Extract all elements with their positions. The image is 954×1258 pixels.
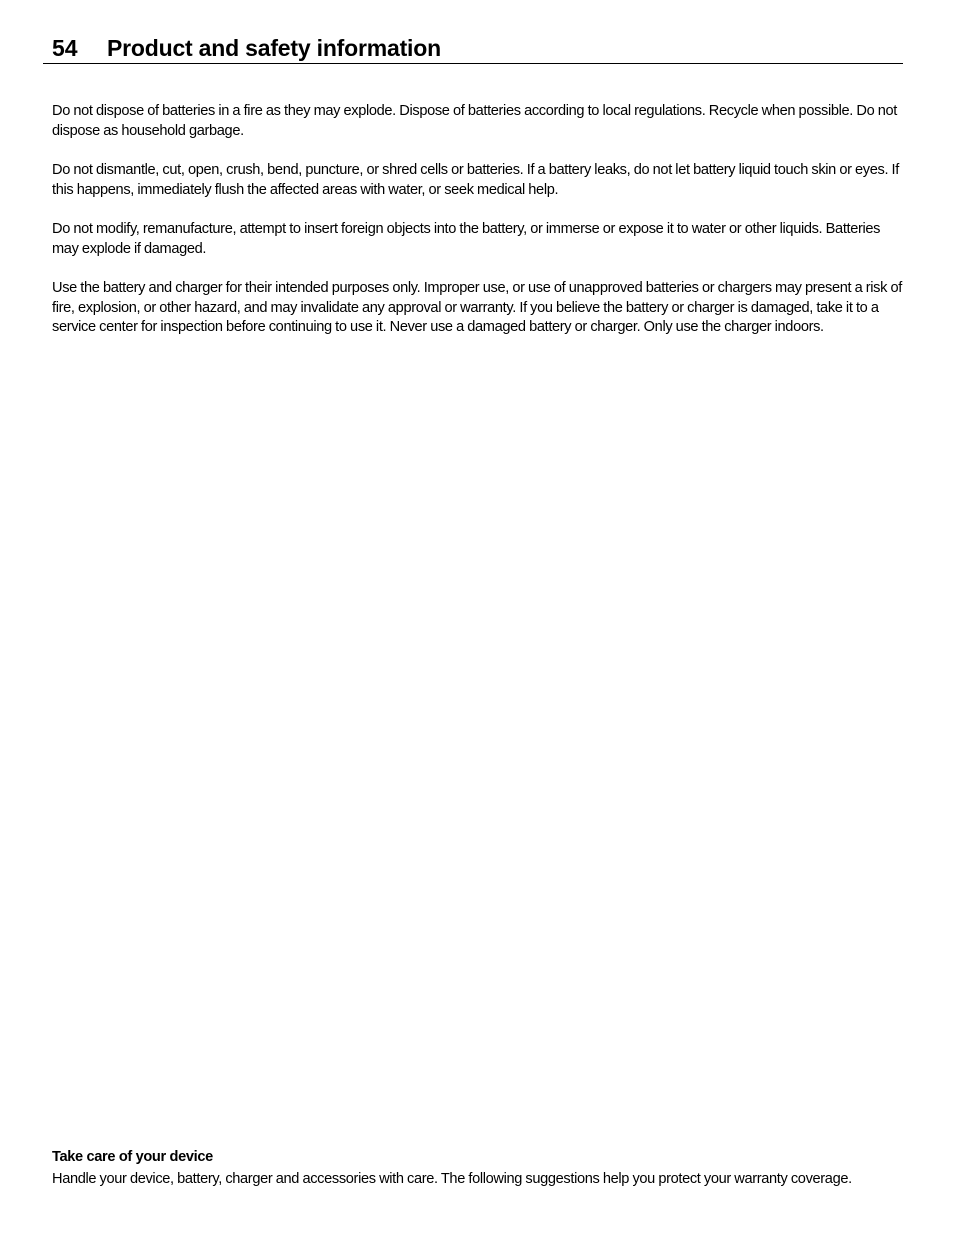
paragraph-intended-use: Use the battery and charger for their intended purposes only. Improper use, or use of unapproved batteries or chargers may present a risk of fire, explosion, or other hazard, and may invalidate any approval or warranty. If you believe the battery or charger is damaged, take it to a service center for inspection before continuing to use it. Never use a damaged battery or charger. Only use the charger indoors.	[52, 280, 902, 336]
page-title: Product and safety information	[107, 35, 441, 61]
paragraph-disposal: Do not dispose of batteries in a fire as they may explode. Dispose of batteries according to local regulations. Recycle when possible. Do not dispose as household garbage.	[52, 103, 898, 139]
battery-safety-content	[52, 102, 902, 358]
paragraph-modify: Do not modify, remanufacture, attempt to insert foreign objects into the battery, or immerse or expose it to water or other liquids. Batteries may explode if damaged.	[52, 221, 881, 257]
paragraph-dismantle: Do not dismantle, cut, open, crush, bend, puncture, or shred cells or batteries. If a battery leaks, do not let battery liquid touch skin or eyes. If this happens, immediately flush the affected areas with water, or seek medical help.	[52, 162, 899, 198]
page-header	[43, 34, 903, 64]
section-heading: Take care of your device	[52, 1149, 213, 1165]
section-body: Handle your device, battery, charger and accessories with care. The following suggestions help you protect your warranty coverage.	[52, 1171, 852, 1187]
page-number: 54	[52, 35, 78, 61]
device-care-section	[52, 1147, 902, 1190]
